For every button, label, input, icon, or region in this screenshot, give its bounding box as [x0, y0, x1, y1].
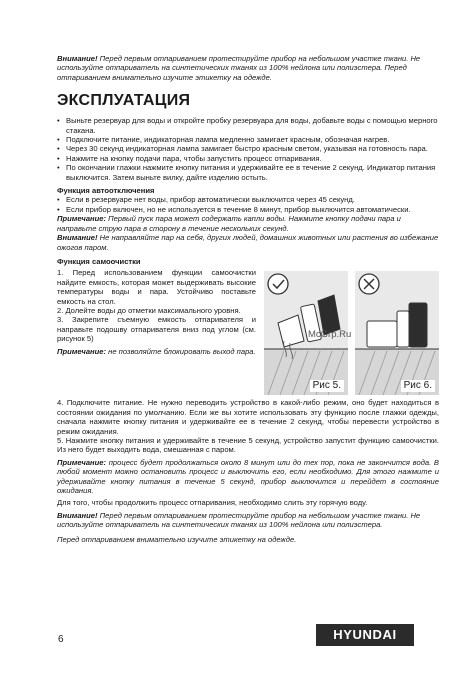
selfclean-step-1: 1. Перед использованием функции самоочистки найдите емкость, которая может выдерживать высокие температуры воды и пара. Устойчиво поставьте емкость на стол.: [57, 268, 256, 306]
selfclean-step-5: 5. Нажмите кнопку питания и удерживайте в течение 5 секунд, устройство запустит функцию самоочистки. Из него будет выходить вода, смешанная с паром.: [57, 435, 439, 455]
list-item: • Через 30 секунд индикаторная лампа замигает быстро красным светом, указывая на готовность пара.: [57, 144, 439, 153]
figure-group: [264, 271, 439, 395]
selfclean-note-2: Примечание: процесс будет продолжаться около 8 минут или до тех пор, пока не закончится вода. В любой момент можно остановить процесс и выключить его, если необходимо. Для этого нажмите и удерживайте кнопку питания в течение 5 секунд, прибор выключится и перейдет в состояние ожидания.: [57, 457, 439, 495]
selfclean-steps: [57, 268, 256, 395]
autooff-warning: Внимание! Не направляйте пар на себя, других людей, домашних животных или растения во избежание ожогов паром.: [57, 233, 439, 252]
page-content: [57, 54, 439, 544]
intro-warning: Внимание! Перед первым отпариванием протестируйте прибор на небольшом участке ткани. Не используйте отпариватель на синтетических тканях из 100% нейлона или полиэстера. Перед отпариванием внимательно изучите этикетку на одежде.: [57, 54, 421, 82]
selfclean-continue: Для того, чтобы продолжить процесс отпаривания, необходимо слить эту горячую воду.: [57, 498, 368, 508]
autooff-title: Функция автоотключения: [57, 186, 155, 196]
page-number: 6: [58, 634, 64, 645]
autooff-note: Примечание: Первый пуск пара может содержать капли воды. Нажмите кнопку подачи пара и направьте струю пара в сторону в течение нескольких секунд.: [57, 214, 401, 233]
figure-6: [355, 271, 439, 395]
selfclean-step-2: 2. Долейте воды до отметки максимального уровня.: [57, 305, 241, 315]
list-item: • Выньте резервуар для воды и откройте пробку резервуара для воды, добавьте воды с помощью мерного стакана.: [57, 116, 439, 135]
selfclean-step-4: 4. Подключите питание. Не нужно переводить устройство в какой-либо режим, оно будет находиться в состоянии ожидания по умолчанию. Если же вы хотите использовать эту функцию после глажки одежды, сначала нажмите кнопку питания и удерживайте ее в течение 2 секунд, чтобы перевести устройство в режим ожидания.: [57, 398, 439, 436]
selfclean-note: Примечание: не позволяйте блокировать выход пара.: [57, 346, 256, 356]
section-title: ЭКСПЛУАТАЦИЯ: [57, 92, 191, 110]
outro-label-note: Перед отпариванием внимательно изучите этикетку на одежде.: [57, 534, 297, 544]
list-item: • Если в резервуаре нет воды, прибор автоматически выключится через 45 секунд.: [57, 195, 439, 204]
operation-steps: [57, 116, 439, 182]
check-icon: [268, 274, 288, 294]
list-item: • Подключите питание, индикаторная лампа медленно замигает красным, обозначая нагрев.: [57, 135, 439, 144]
list-item: • Если прибор включен, но не используется в течение 8 минут, прибор выключится автоматически.: [57, 205, 439, 214]
selfclean-title: Функция самоочистки: [57, 256, 141, 266]
figure-6-caption: Рис 6.: [401, 380, 435, 392]
cross-icon: [359, 274, 379, 294]
selfclean-step-3: 3. Закрепите съемную емкость отпаривателя и направьте подошву отпаривателя вниз под углом (см. рисунок 5): [57, 315, 256, 344]
outro-warning: Внимание! Перед первым отпариванием протестируйте прибор на небольшом участке ткани. Не используйте отпариватель на синтетических тканях из 100% нейлона или полиэстера.: [57, 510, 421, 530]
list-item: • По окончании глажки нажмите кнопку питания и удерживайте ее в течение 2 секунд. Индикатор питания выключится. Затем выньте вилку, дайте изделию остыть.: [57, 163, 439, 182]
watermark: McGrp.Ru: [308, 329, 352, 340]
figure-5-caption: Рис 5.: [310, 380, 344, 392]
autooff-list: [57, 195, 439, 214]
steamer-flat-illustration: [355, 271, 439, 395]
brand-logo: HYUNDAI: [316, 624, 414, 646]
selfclean-block: [57, 268, 439, 395]
list-item: • Нажмите на кнопку подачи пара, чтобы запустить процесс отпаривания.: [57, 154, 439, 163]
